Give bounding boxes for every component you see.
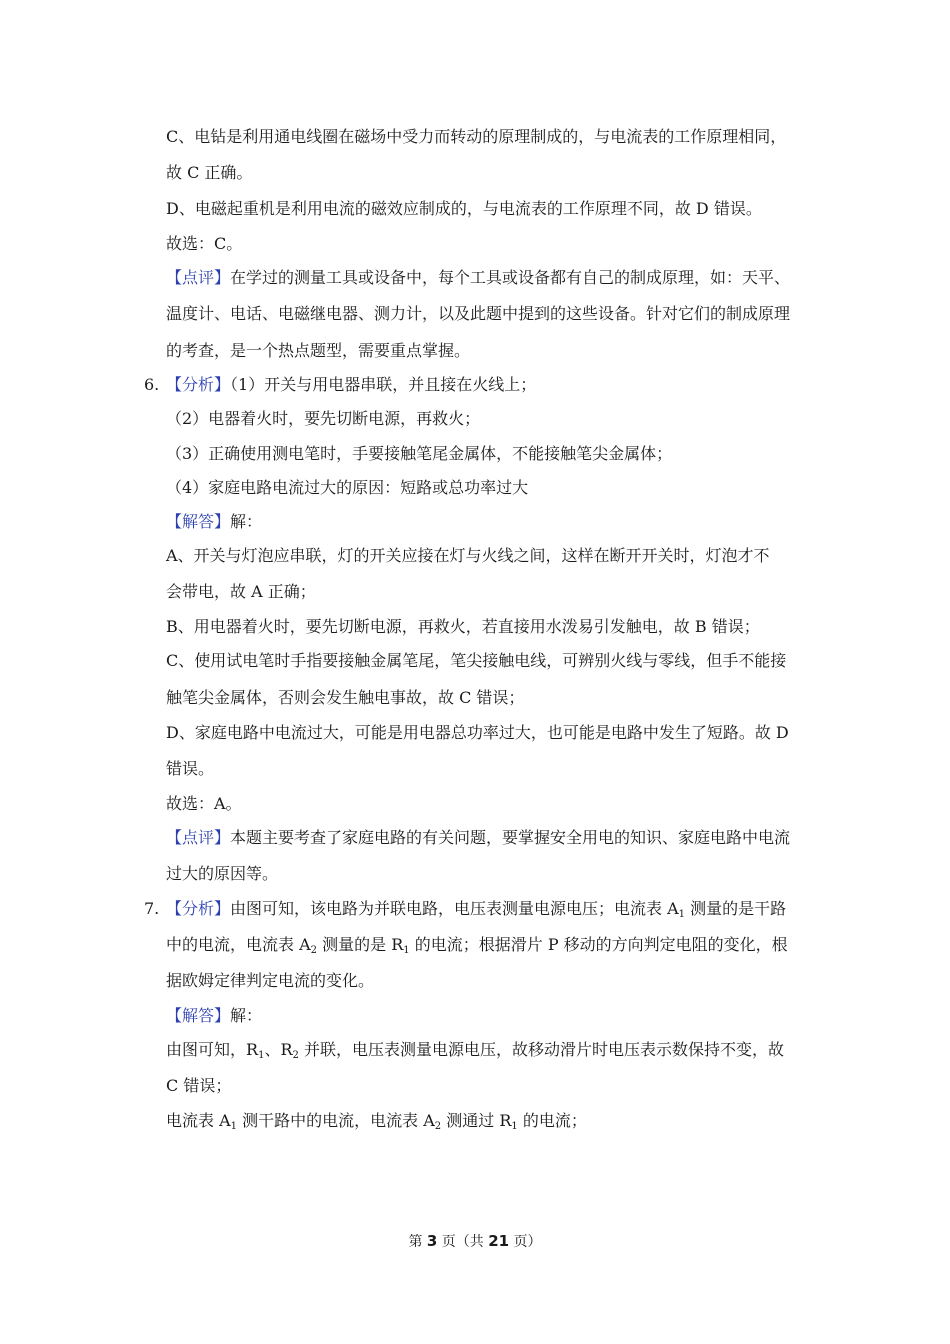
line-text: 并联，电压表测量电源电压，故移动滑片时电压表示数保持不变，故 <box>298 1040 784 1059</box>
text-line <box>166 1040 784 1060</box>
text-line <box>166 444 672 464</box>
line-text: 测干路中的电流，电流表 A <box>237 1111 435 1130</box>
line-text: 故 C 正确。 <box>166 163 253 182</box>
text-line <box>166 478 528 498</box>
line-text: 解： <box>230 1006 263 1025</box>
text-line <box>166 234 242 254</box>
text-line <box>166 1111 587 1131</box>
comment-tag: 【点评】 <box>166 828 231 847</box>
text-line <box>166 1076 231 1096</box>
line-text: 电流表 A <box>166 1111 231 1130</box>
text-line <box>166 617 760 637</box>
line-text: D、家庭电路中电流过大，可能是用电器总功率过大，也可能是电路中发生了短路。故 D <box>166 723 789 742</box>
text-line <box>166 794 242 814</box>
line-text: 触笔尖金属体，否则会发生触电事故，故 C 错误； <box>166 688 525 707</box>
line-text: 本题主要考查了家庭电路的有关问题，要掌握安全用电的知识、家庭电路中电流 <box>230 828 791 847</box>
line-text: （2）电器着火时，要先切断电源，再救火； <box>166 409 481 428</box>
line-text: 由图可知，该电路为并联电路，电压表测量电源电压；电流表 A <box>230 899 679 918</box>
subscript: 2 <box>292 1050 299 1061</box>
text-line <box>166 971 374 991</box>
question-number: 6. <box>144 375 160 394</box>
text-line <box>166 1006 262 1026</box>
question-number: 7. <box>144 899 160 918</box>
text-line <box>166 199 762 219</box>
text-line <box>166 546 770 566</box>
footer-text: 页） <box>509 1234 542 1250</box>
line-text: 测通过 R <box>441 1111 512 1130</box>
subscript: 1 <box>678 909 686 920</box>
line-text: B、用电器着火时，要先切断电源，再救火，若直接用水泼易引发触电，故 B 错误； <box>166 617 760 636</box>
total-page-count: 21 <box>488 1232 510 1250</box>
text-line <box>166 409 480 429</box>
line-text: 测量的是干路 <box>685 899 787 918</box>
line-text: D、电磁起重机是利用电流的磁效应制成的，与电流表的工作原理不同，故 D 错误。 <box>166 199 762 218</box>
line-text: 错误。 <box>166 759 215 778</box>
line-text: 的电流； <box>517 1111 587 1130</box>
line-text: 过大的原因等。 <box>166 864 279 883</box>
subscript: 1 <box>511 1121 518 1132</box>
text-line <box>166 723 789 743</box>
text-line <box>166 759 214 779</box>
text-line <box>166 268 790 288</box>
comment-tag: 【点评】 <box>166 268 231 287</box>
line-text: C、电钻是利用通电线圈在磁场中受力而转动的原理制成的，与电流表的工作原理相同， <box>166 127 787 146</box>
text-line <box>166 127 786 147</box>
text-line <box>166 651 786 671</box>
line-text: C 错误； <box>166 1076 232 1095</box>
answer-tag: 【解答】 <box>166 512 231 531</box>
line-text: 在学过的测量工具或设备中，每个工具或设备都有自己的制成原理，如：天平、 <box>230 268 791 287</box>
line-text: 、R <box>264 1040 293 1059</box>
current-page-number: 3 <box>426 1232 438 1250</box>
subscript: 2 <box>310 945 318 956</box>
subscript: 2 <box>434 1121 442 1132</box>
subscript: 1 <box>258 1050 265 1061</box>
analysis-tag: 【分析】 <box>166 899 231 918</box>
text-line <box>166 828 790 848</box>
subscript: 1 <box>230 1121 238 1132</box>
text-line <box>166 899 786 919</box>
text-line <box>166 864 278 884</box>
footer-text: 页（共 <box>437 1234 489 1250</box>
line-text: 故选：C。 <box>166 234 243 253</box>
answer-tag: 【解答】 <box>166 1006 231 1025</box>
text-line <box>166 375 536 395</box>
line-text: 解： <box>230 512 263 531</box>
text-line <box>166 163 252 183</box>
text-line <box>166 688 524 708</box>
line-text: 由图可知，R <box>166 1040 259 1059</box>
line-text: 据欧姆定律判定电流的变化。 <box>166 971 375 990</box>
line-text: 中的电流，电流表 A <box>166 935 311 954</box>
line-text: 测量的是 R <box>317 935 404 954</box>
text-line <box>166 304 790 324</box>
page-footer <box>0 1232 950 1251</box>
line-text: （4）家庭电路电流过大的原因：短路或总功率过大 <box>166 478 529 497</box>
line-text: 的考查，是一个热点题型，需要重点掌握。 <box>166 341 471 360</box>
analysis-tag: 【分析】 <box>166 375 231 394</box>
line-text: C、使用试电笔时手指要接触金属笔尾，笔尖接触电线，可辨别火线与零线，但手不能接 <box>166 651 787 670</box>
line-text: （1）开关与用电器串联，并且接在火线上； <box>230 375 537 394</box>
line-text: 的电流；根据滑片 P 移动的方向判定电阻的变化，根 <box>409 935 788 954</box>
text-line <box>166 582 316 602</box>
line-text: 温度计、电话、电磁继电器、测力计，以及此题中提到的这些设备。针对它们的制成原理 <box>166 304 791 323</box>
subscript: 1 <box>403 945 410 956</box>
line-text: 故选：A。 <box>166 794 242 813</box>
text-line <box>166 935 788 955</box>
line-text: 会带电，故 A 正确； <box>166 582 316 601</box>
text-line <box>166 512 262 532</box>
footer-text: 第 <box>408 1234 427 1250</box>
text-line <box>166 341 470 361</box>
line-text: A、开关与灯泡应串联，灯的开关应接在灯与火线之间，这样在断开开关时，灯泡才不 <box>166 546 770 565</box>
line-text: （3）正确使用测电笔时，手要接触笔尾金属体，不能接触笔尖金属体； <box>166 444 673 463</box>
